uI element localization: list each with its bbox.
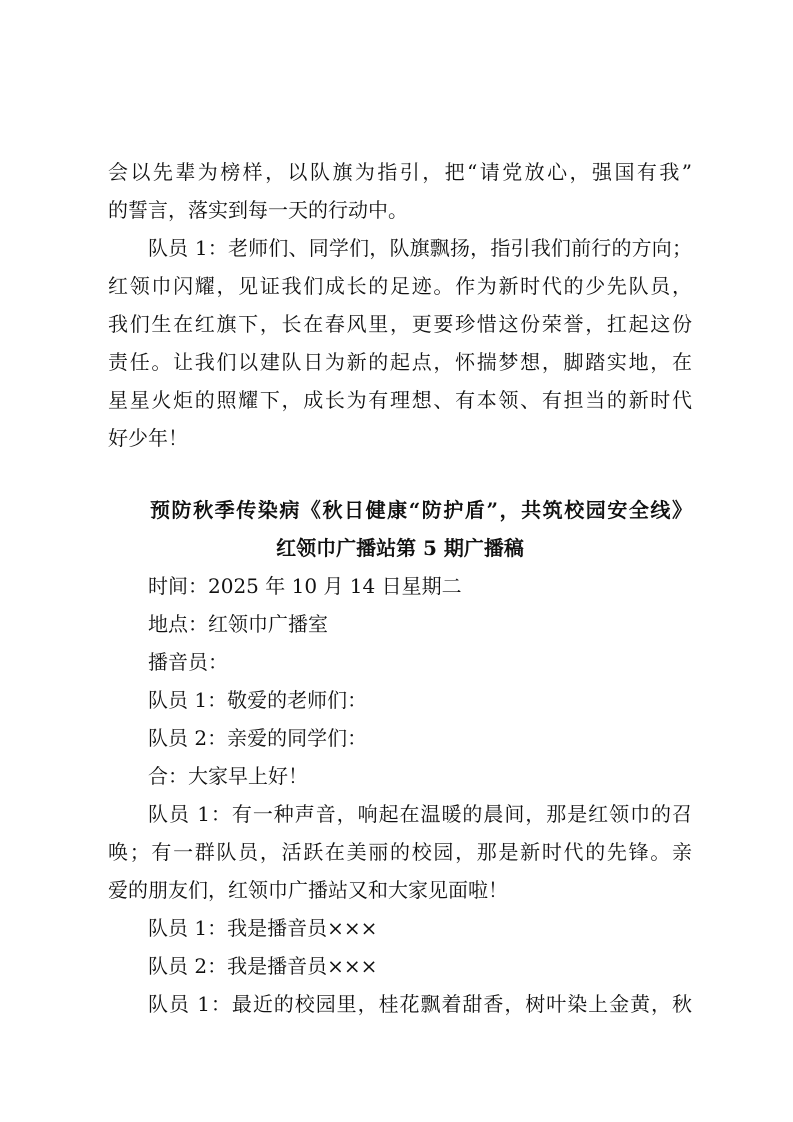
- paragraph-line: 责任。让我们以建队日为新的起点，怀揣梦想，脚踏实地，在: [108, 350, 692, 374]
- dialogue-line: 队员 1：有一种声音，响起在温暖的晨间，那是红领巾的召: [148, 802, 692, 826]
- dialogue-line: 队员 1：我是播音员×××: [148, 916, 378, 940]
- paragraph-line: 星星火炬的照耀下，成长为有理想、有本领、有担当的新时代: [108, 388, 692, 412]
- paragraph-line: 我们生在红旗下，长在春风里，更要珍惜这份荣誉，扛起这份: [108, 312, 692, 336]
- broadcast-subtitle: 红领巾广播站第 5 期广播稿: [276, 536, 524, 560]
- dialogue-line: 唤；有一群队员，活跃在美丽的校园，那是新时代的先锋。亲: [108, 840, 692, 864]
- info-announcer: 播音员：: [148, 650, 228, 674]
- dialogue-line: 队员 2：亲爱的同学们：: [148, 726, 368, 750]
- paragraph-line: 红领巾闪耀，见证我们成长的足迹。作为新时代的少先队员，: [108, 274, 692, 298]
- info-time: 时间：2025 年 10 月 14 日星期二: [148, 574, 462, 598]
- paragraph-line: 好少年！: [108, 426, 188, 450]
- dialogue-line: 爱的朋友们，红领巾广播站又和大家见面啦！: [108, 878, 508, 902]
- dialogue-line: 队员 2：我是播音员×××: [148, 954, 378, 978]
- paragraph-line: 会以先辈为榜样，以队旗为指引，把“请党放心，强国有我”: [108, 160, 692, 184]
- dialogue-line: 队员 1：敬爱的老师们：: [148, 688, 368, 712]
- paragraph-line: 的誓言，落实到每一天的行动中。: [108, 198, 408, 222]
- broadcast-title: 预防秋季传染病《秋日健康“防护盾”，共筑校园安全线》: [150, 498, 692, 522]
- dialogue-line: 合：大家早上好！: [148, 764, 308, 788]
- info-place: 地点：红领巾广播室: [148, 612, 328, 636]
- paragraph-line: 队员 1：老师们、同学们，队旗飘扬，指引我们前行的方向；: [148, 236, 692, 260]
- dialogue-line: 队员 1：最近的校园里，桂花飘着甜香，树叶染上金黄，秋: [148, 992, 692, 1016]
